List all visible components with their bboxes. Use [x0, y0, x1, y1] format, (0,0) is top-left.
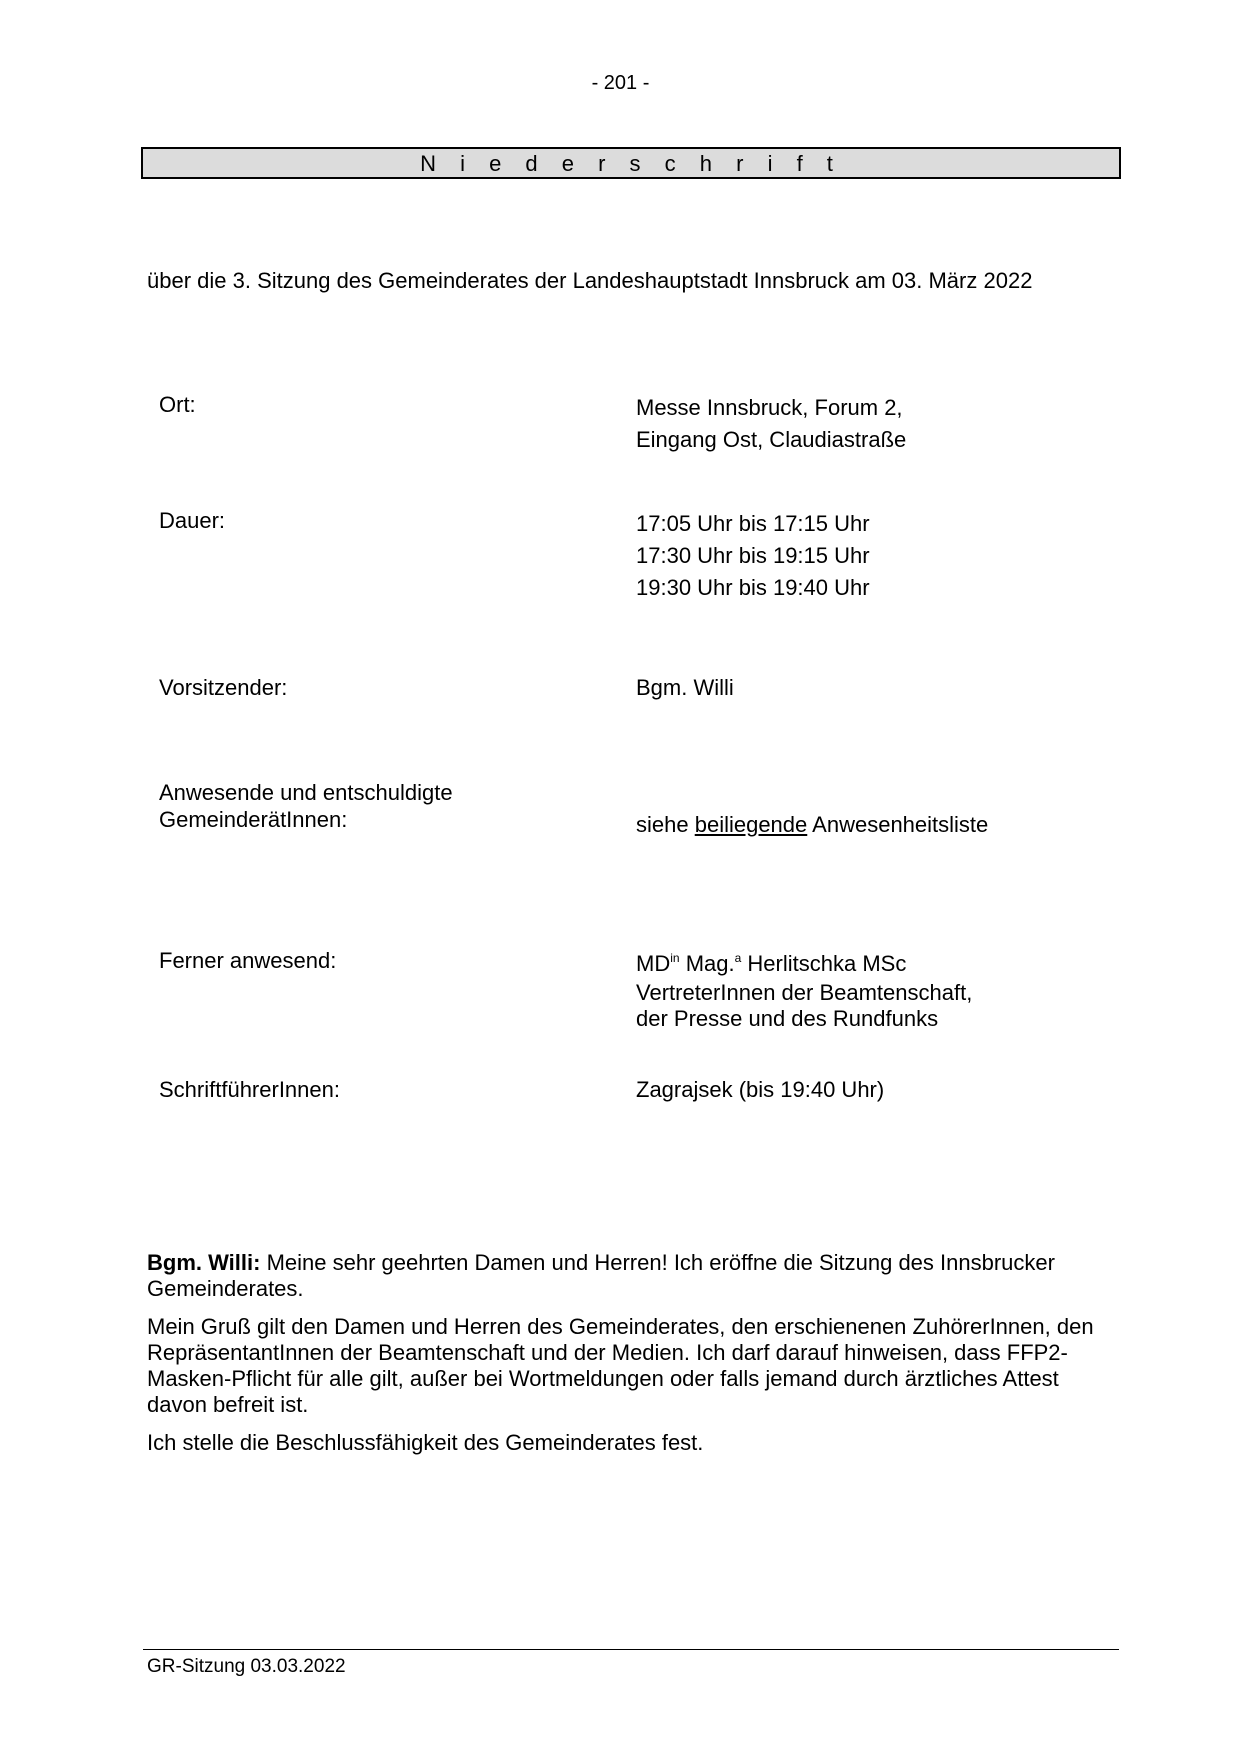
footer-divider — [143, 1649, 1119, 1650]
label-ferner: Ferner anwesend: — [159, 948, 337, 973]
value-ferner — [636, 948, 972, 1032]
anwesende-label-line-2: GemeinderätInnen: — [159, 807, 348, 832]
ferner-md-sup: in — [670, 951, 680, 965]
ferner-md: MD — [636, 951, 671, 976]
dauer-line-3: 19:30 Uhr bis 19:40 Uhr — [636, 575, 870, 600]
dauer-line-2: 17:30 Uhr bis 19:15 Uhr — [636, 543, 870, 568]
ferner-line-1 — [636, 948, 972, 980]
anwesende-value-post: Anwesenheitsliste — [812, 812, 989, 837]
label-vorsitzender: Vorsitzender: — [159, 675, 288, 700]
speaker-name: Bgm. Willi: — [147, 1250, 261, 1275]
ferner-line-3: der Presse und des Rundfunks — [636, 1006, 939, 1031]
ferner-mag-sup: a — [734, 951, 742, 965]
label-anwesende — [159, 779, 453, 833]
ferner-line-2: VertreterInnen der Beamtenschaft, — [636, 980, 973, 1005]
value-anwesende — [636, 812, 988, 838]
label-ort: Ort: — [159, 392, 196, 417]
value-dauer — [636, 508, 870, 604]
footer-text: GR-Sitzung 03.03.2022 — [147, 1656, 346, 1677]
value-vorsitzender: Bgm. Willi — [636, 675, 734, 700]
document-title: N i e d e r s c h r i f t — [141, 147, 1121, 179]
anwesende-label-line-1: Anwesende und entschuldigte — [159, 780, 453, 805]
paragraph-greeting: Mein Gruß gilt den Damen und Herren des Gemeinderates, den erschienenen ZuhörerInnen, den RepräsentantInnen der Beamtenschaft und der Medien. Ich darf darauf hinweisen, dass FFP2-Masken-Pflicht für alle gilt, außer bei Wortmeldungen oder falls jemand durch ärztliches Attest davon befreit ist. — [147, 1314, 1094, 1417]
paragraph-opening-text: Meine sehr geehrten Damen und Herren! Ich eröffne die Sitzung des Innsbrucker Gemeinderates. — [147, 1250, 1055, 1301]
label-dauer: Dauer: — [159, 508, 226, 533]
value-schriftfuehrer: Zagrajsek (bis 19:40 Uhr) — [636, 1077, 885, 1102]
ferner-name: Herlitschka MSc — [747, 951, 907, 976]
label-schriftfuehrer: SchriftführerInnen: — [159, 1077, 340, 1102]
paragraph-opening — [147, 1250, 1107, 1302]
dauer-line-1: 17:05 Uhr bis 17:15 Uhr — [636, 511, 870, 536]
anwesende-value-pre: siehe — [636, 812, 689, 837]
ort-line-1: Messe Innsbruck, Forum 2, — [636, 395, 903, 420]
paragraph-quorum: Ich stelle die Beschlussfähigkeit des Gemeinderates fest. — [147, 1430, 704, 1455]
ort-line-2: Eingang Ost, Claudiastraße — [636, 427, 907, 452]
value-ort — [636, 392, 906, 456]
ferner-mag: Mag. — [685, 951, 735, 976]
anwesende-value-link: beiliegende — [694, 812, 808, 837]
document-subtitle: über die 3. Sitzung des Gemeinderates der Landeshauptstadt Innsbruck am 03. März 2022 — [147, 268, 1033, 293]
page-number: - 201 - — [591, 72, 650, 94]
